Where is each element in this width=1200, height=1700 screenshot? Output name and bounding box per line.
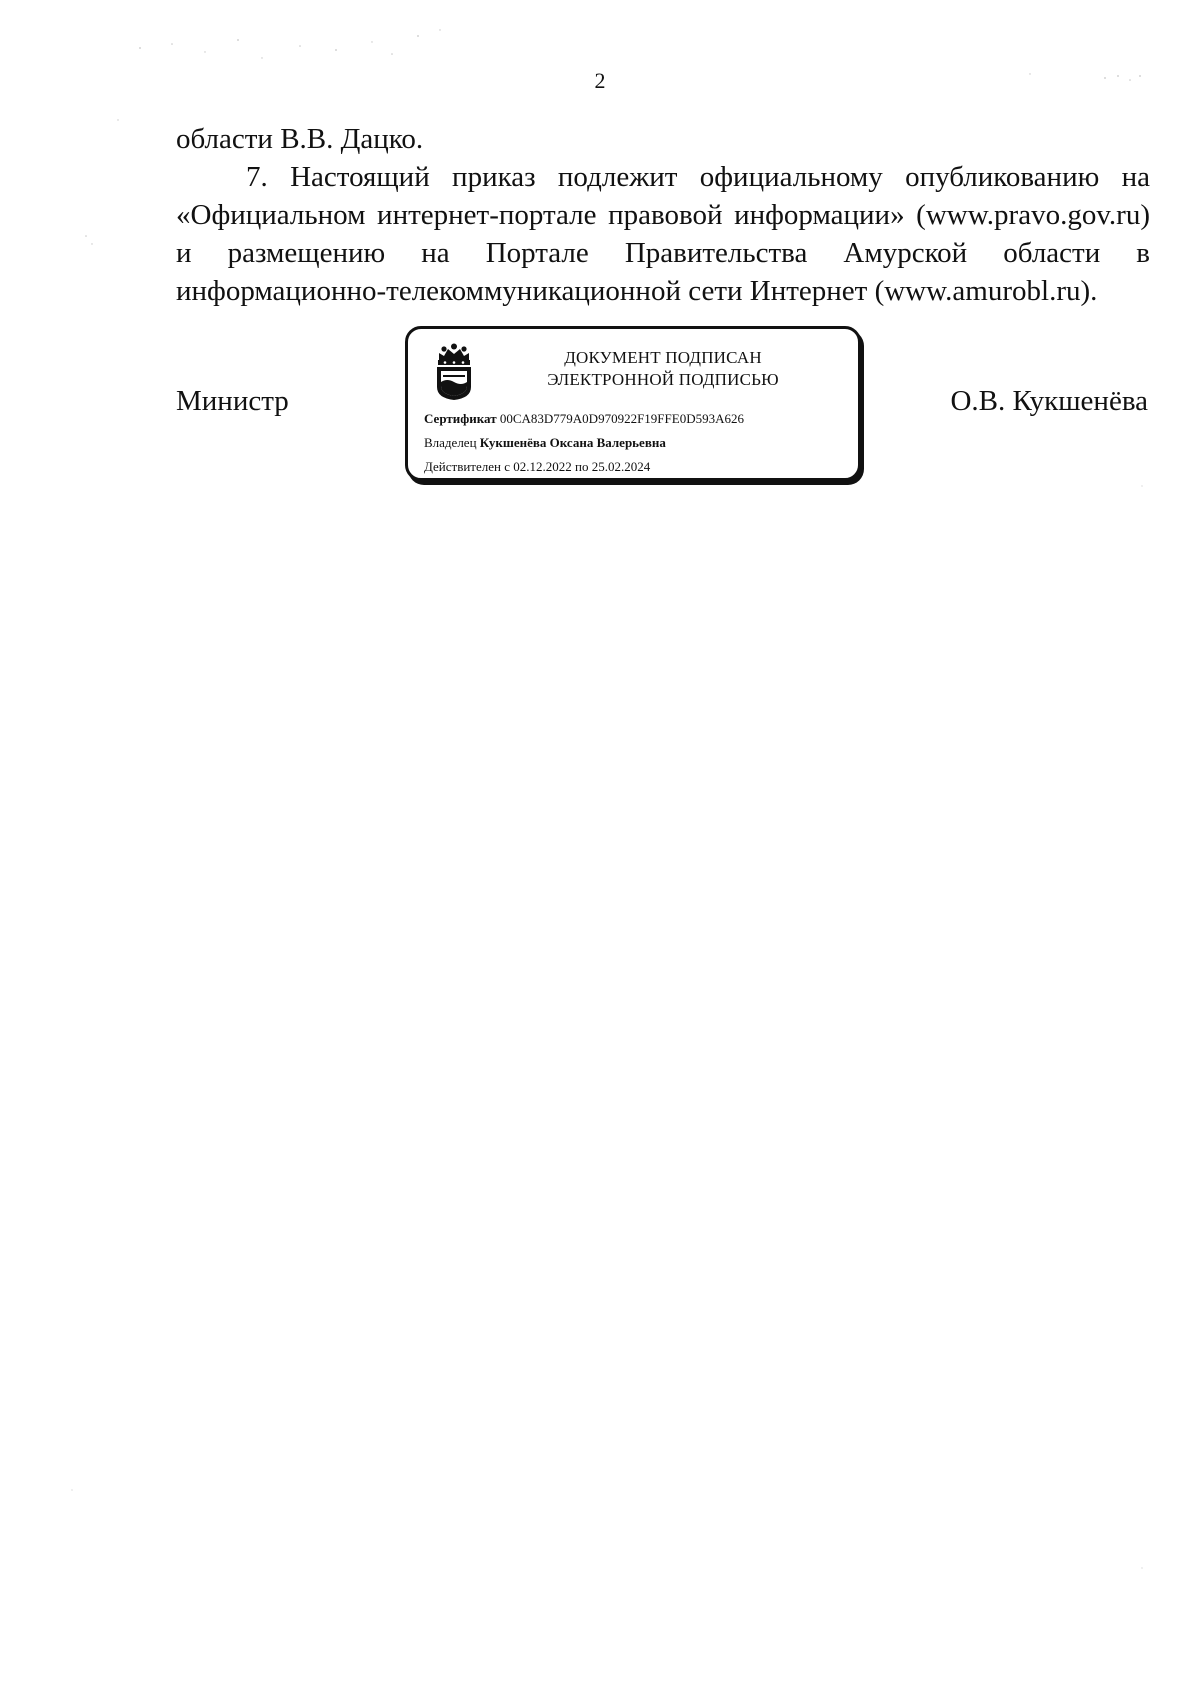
document-body: [176, 120, 1150, 310]
stamp-owner-value: Кукшенёва Оксана Валерьевна: [479, 435, 666, 450]
stamp-certificate-value: 00CA83D779A0D970922F19FFE0D593A626: [499, 411, 744, 426]
page-number: 2: [594, 68, 606, 93]
signatory-position: Министр: [176, 385, 289, 417]
stamp-owner-label: Владелец: [424, 435, 477, 450]
stamp-certificate-label: Сертификат: [424, 411, 497, 426]
stamp-validity-to-word: по: [575, 459, 589, 474]
stamp-validity-line: [424, 459, 650, 475]
stamp-validity-from-word: с: [504, 459, 510, 474]
paragraph-continuation: области В.В. Дацко.: [176, 123, 424, 155]
paragraph-7: 7. Настоящий приказ подлежит официальному опубликованию на «Официальном интернет-портале правовой информации» (www.pravo.gov.ru) и размещению на Портале Правительства Амурской области в информационно-телекоммуникационной сети Интернет (www.amurobl.ru).: [176, 161, 1150, 307]
stamp-header-line-2: ЭЛЕКТРОННОЙ ПОДПИСЬЮ: [547, 370, 779, 389]
stamp-certificate-line: [424, 411, 744, 427]
stamp-header: [478, 347, 848, 391]
stamp-owner-line: [424, 435, 666, 451]
stamp-validity-label: Действителен: [424, 459, 501, 474]
signatory-name: О.В. Кукшенёва: [950, 385, 1148, 417]
amur-region-coat-of-arms-icon: [434, 343, 474, 401]
stamp-validity-to: 25.02.2024: [591, 459, 651, 474]
electronic-signature-stamp: [405, 326, 861, 481]
stamp-header-line-1: ДОКУМЕНТ ПОДПИСАН: [564, 348, 762, 367]
stamp-validity-from: 02.12.2022: [513, 459, 572, 474]
